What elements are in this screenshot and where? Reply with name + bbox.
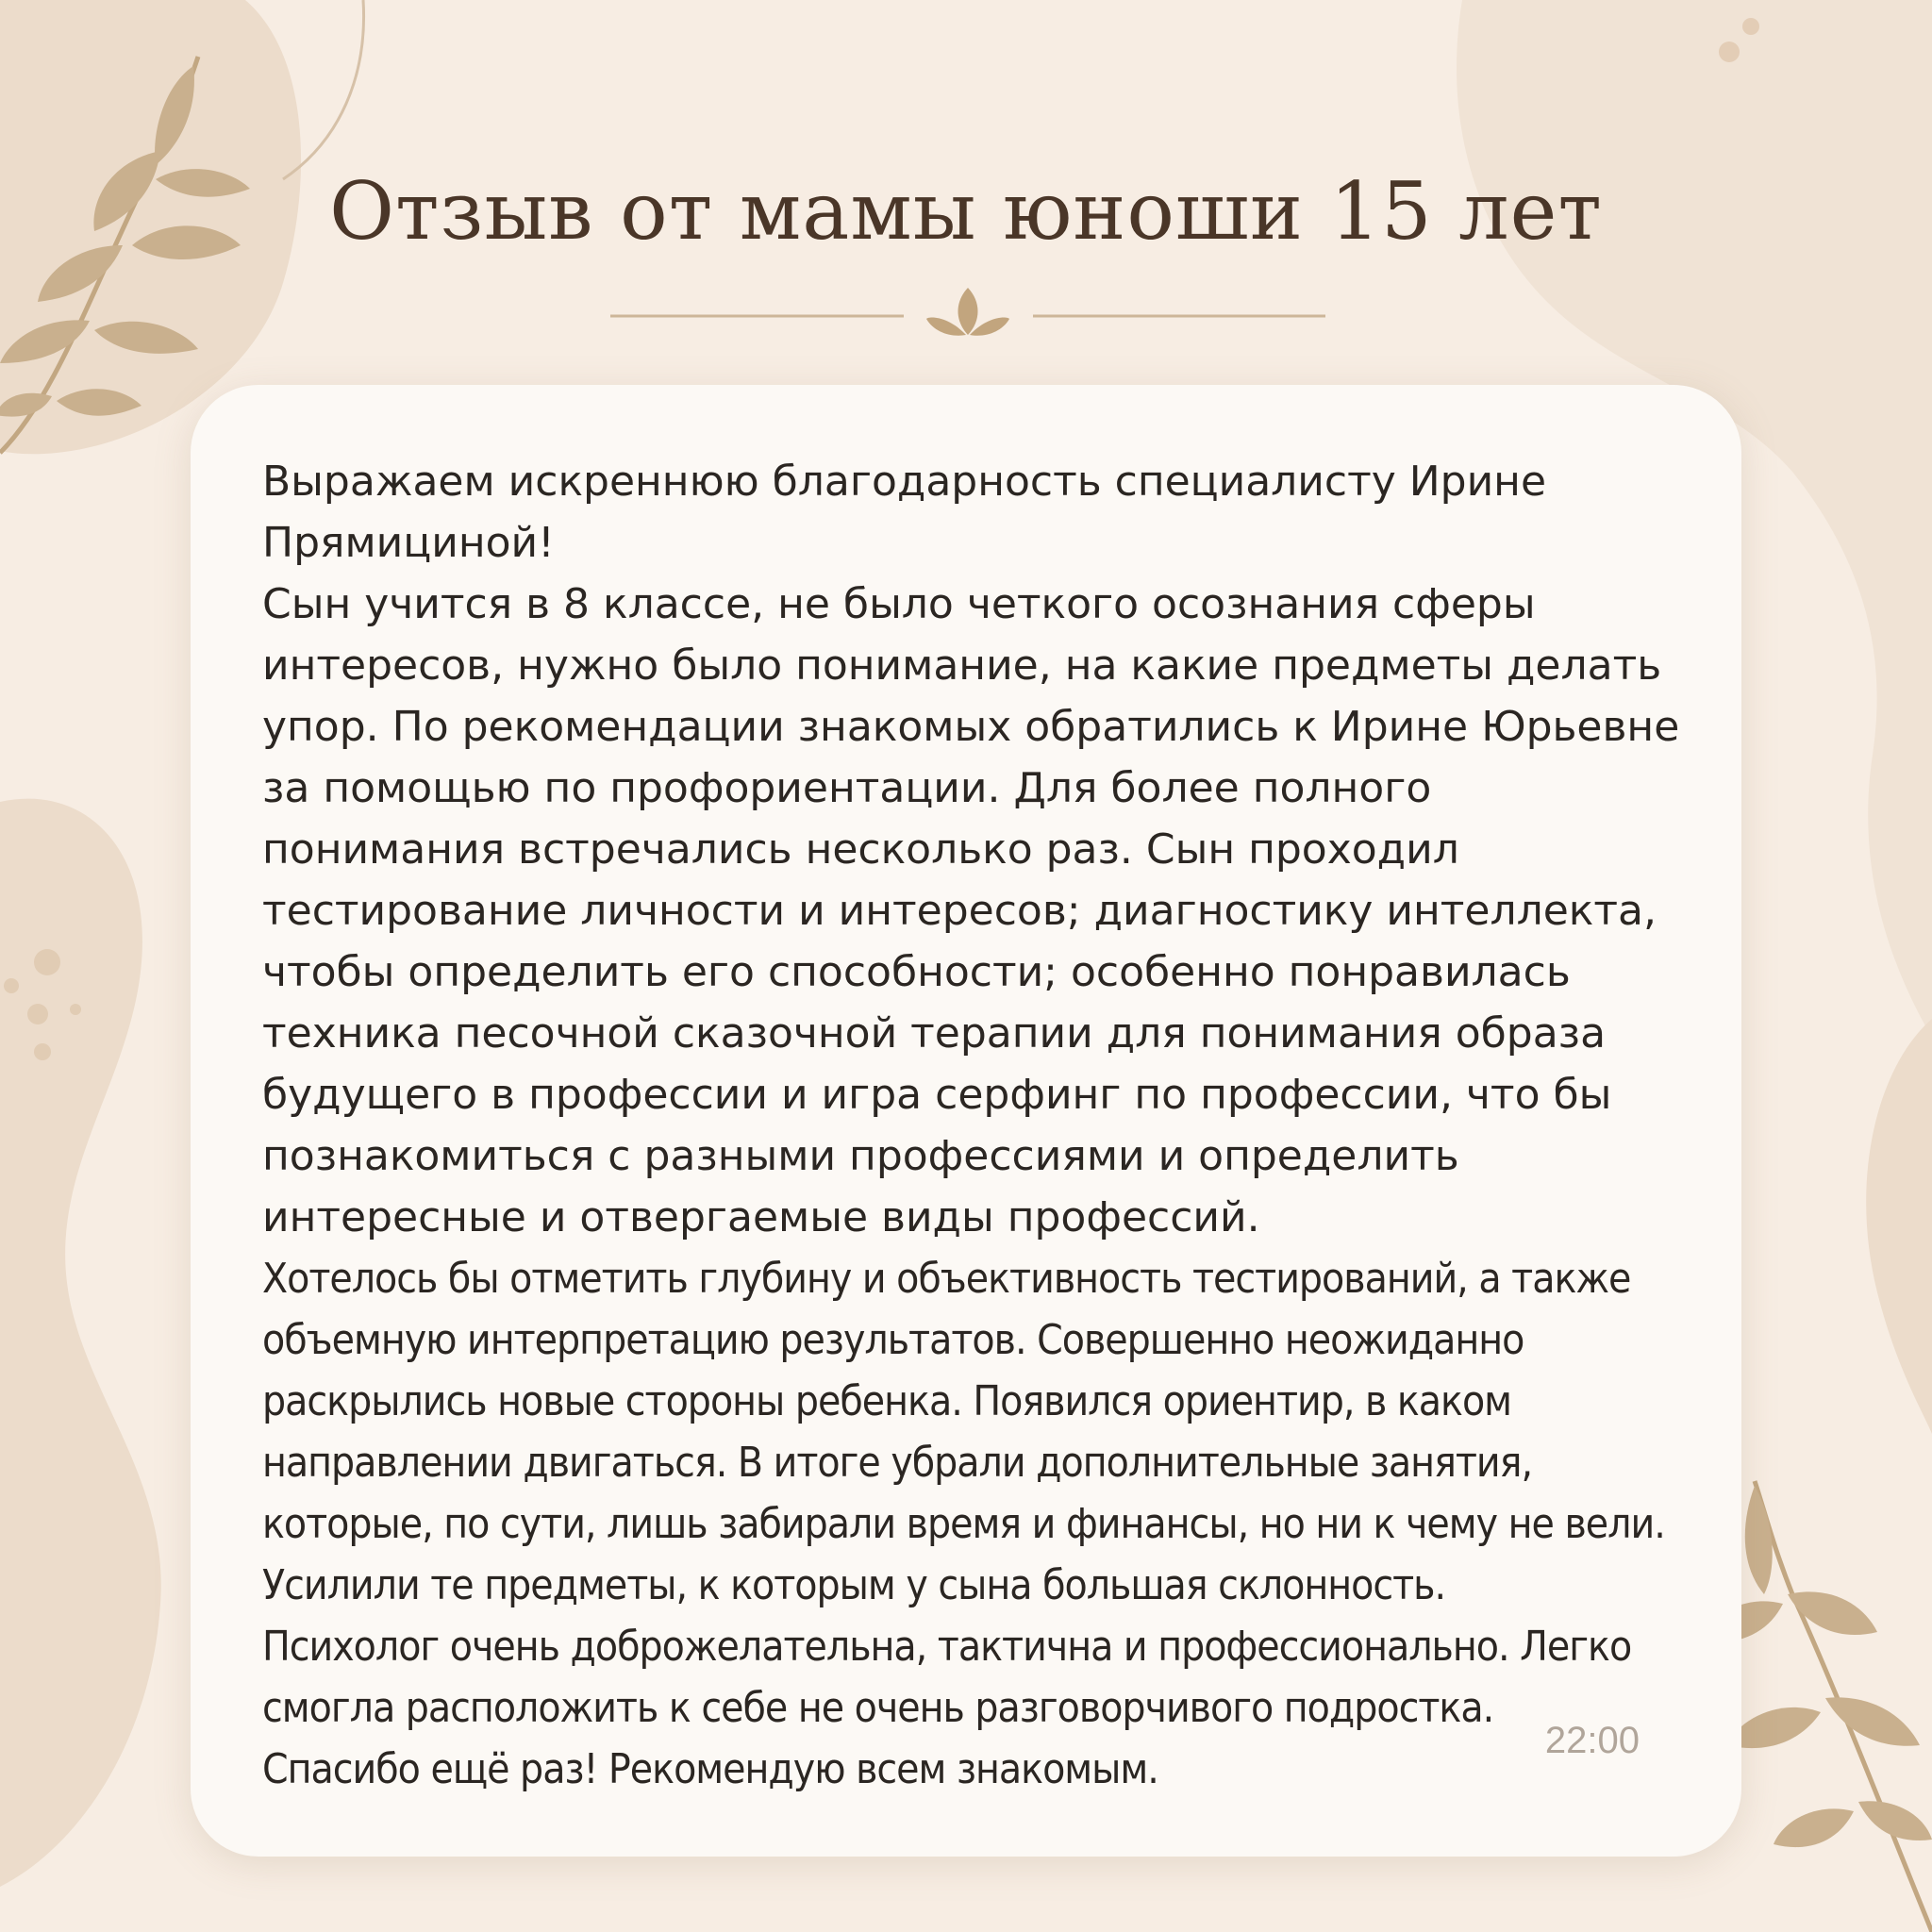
review-card	[191, 385, 1741, 1857]
review-text	[262, 451, 1687, 1800]
message-time: 22:00	[1544, 1720, 1640, 1761]
page-title: Отзыв от мамы юноши 15 лет	[329, 165, 1603, 258]
leaf-divider-icon	[926, 288, 1009, 336]
review-paragraph-3: Хотелось бы отметить глубину и объективность тестирований, а также объемную интерпретацию результатов. Совершенно неожиданно раскрылись новые стороны ребенка. Появился ориентир, в каком направлении двигаться. В итоге убрали дополнительные занятия, которые, по сути, лишь забирали время и финансы, но ни к чему не вели. Усилили те предметы, к которым у сына большая склонность.	[262, 1255, 1665, 1609]
review-paragraph-1: Выражаем искреннюю благодарность специалисту Ирине Прямициной!	[262, 458, 1547, 567]
review-paragraph-2: Сын учится в 8 классе, не было четкого осознания сферы интересов, нужно было понимание, на какие предметы делать упор. По рекомендации знакомых обратились к Ирине Юрьевне за помощью по профориентации. Для более полного понимания встречались несколько раз. Сын проходил тестирование личности и интересов; диагностику интеллекта, чтобы определить его способности; особенно понравилась техника песочной сказочной терапии для понимания образа будущего в профессии и игра серфинг по профессии, что бы познакомиться с разными профессиями и определить интересные и отвергаемые виды профессий.	[262, 580, 1680, 1241]
title-divider	[604, 283, 1330, 349]
review-paragraph-4: Психолог очень доброжелательна, тактична и профессионально. Легко смогла расположить к себе не очень разговорчивого подростка.	[262, 1623, 1632, 1732]
review-paragraph-5: Спасибо ещё раз! Рекомендую всем знакомым.	[262, 1745, 1158, 1793]
